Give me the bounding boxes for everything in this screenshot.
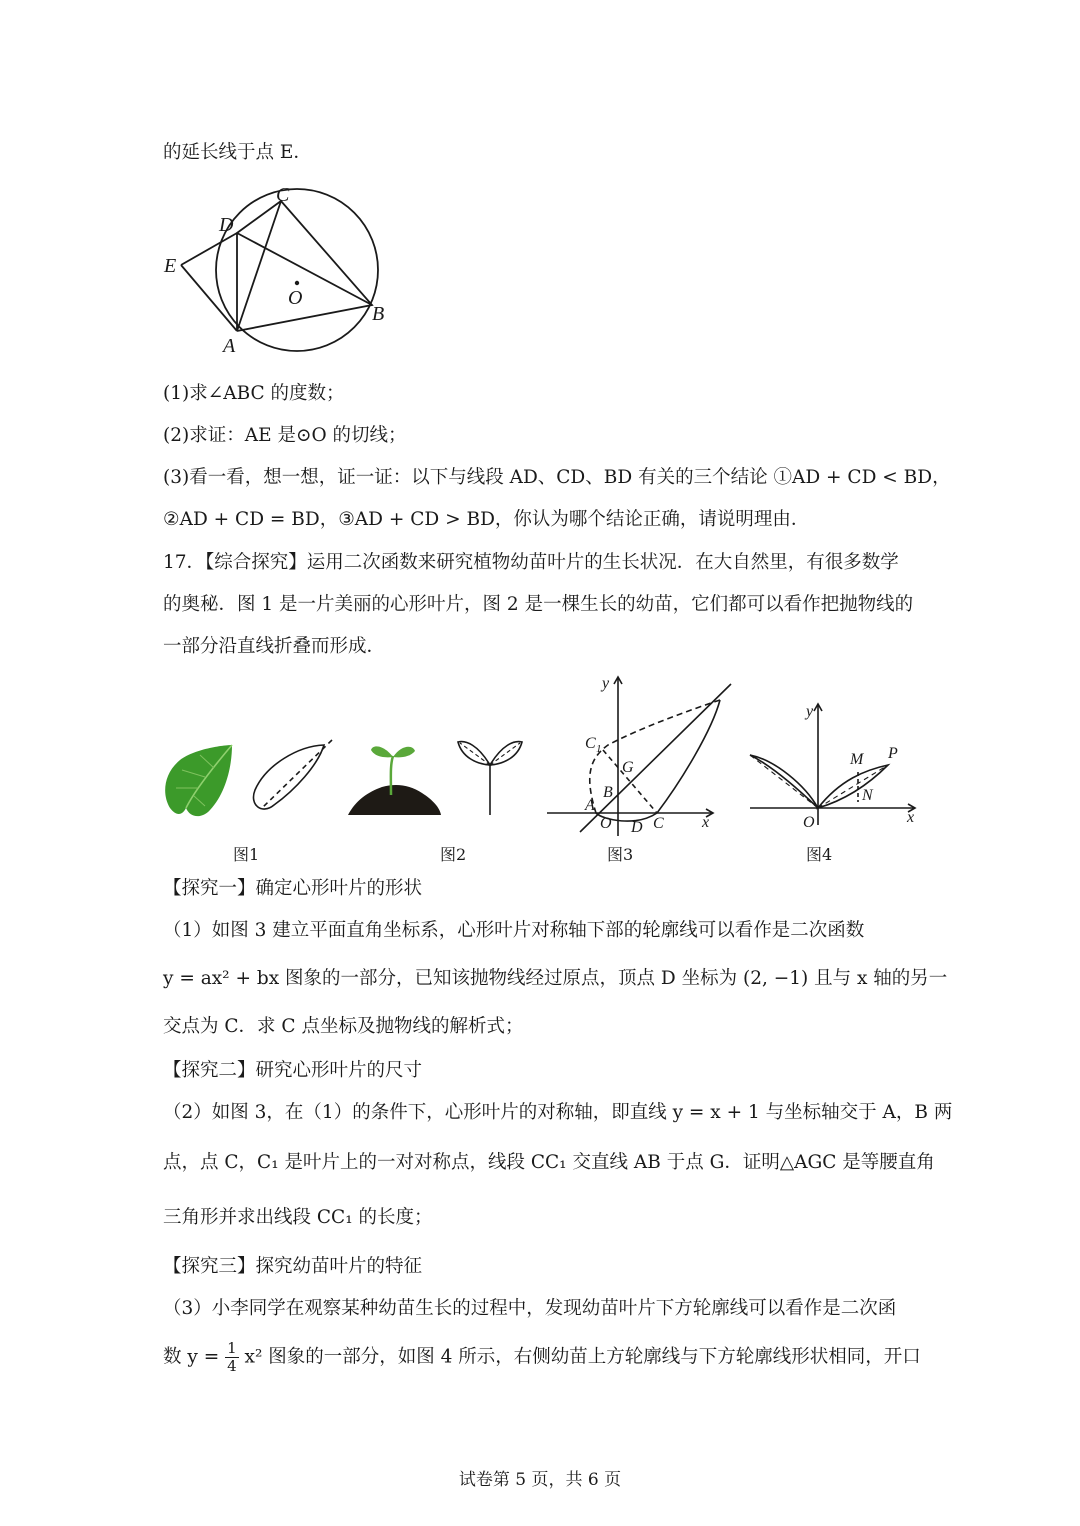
problem-17-line-1: 17．【综合探究】运用二次函数来研究植物幼苗叶片的生长状况．在大自然里，有很多数学 <box>163 552 899 573</box>
label-o: O <box>288 287 303 309</box>
svg-text:B: B <box>603 784 613 801</box>
label-c: C <box>276 184 290 206</box>
fig3-labels <box>584 675 709 836</box>
svg-text:O: O <box>600 815 612 832</box>
svg-text:y: y <box>806 703 814 720</box>
fig3-coordinate-diagram <box>547 677 731 836</box>
segment-ca <box>237 201 281 331</box>
question-2: (2)求证：AE 是⊙O 的切线； <box>163 425 407 446</box>
fig1-leaf-photo <box>165 745 232 816</box>
label-b: B <box>372 303 385 325</box>
svg-text:P: P <box>888 745 898 762</box>
sub-1-line-3: 交点为 C．求 C 点坐标及抛物线的解析式； <box>163 1016 524 1037</box>
sub-2-line-3: 三角形并求出线段 CC₁ 的长度； <box>163 1207 433 1228</box>
svg-text:M: M <box>850 751 864 768</box>
circle-figure <box>150 178 400 363</box>
question-3-line-2: ②AD + CD = BD，③AD + CD > BD，你认为哪个结论正确，请说明理由． <box>163 509 810 530</box>
label-e: E <box>164 255 177 277</box>
svg-text:C: C <box>653 815 664 832</box>
svg-text:1: 1 <box>596 743 602 755</box>
section-heading-1: 【探究一】确定心形叶片的形状 <box>163 878 423 899</box>
fraction-one-quarter: $\frac{1}{4}$ <box>227 1339 237 1375</box>
caption-fig1: 图1 <box>233 845 260 864</box>
sub-3-line-2 <box>163 1340 921 1375</box>
svg-text:N: N <box>862 787 873 804</box>
circle-o <box>216 189 378 351</box>
fig4-coordinate-diagram <box>750 704 915 825</box>
problem-17-line-3: 一部分沿直线折叠而形成． <box>163 636 386 657</box>
caption-fig3: 图3 <box>607 845 634 864</box>
svg-text:G: G <box>622 759 634 776</box>
caption-fig2: 图2 <box>440 845 467 864</box>
page-footer: 试卷第 5 页，共 6 页 <box>458 1470 622 1490</box>
fig2-sprout-outline <box>458 742 522 815</box>
sub-2-line-2: 点，点 C，C₁ 是叶片上的一对对称点，线段 CC₁ 交直线 AB 于点 G．证明△AGC 是等腰直角 <box>163 1152 935 1173</box>
problem-17-line-2: 的奥秘．图 1 是一片美丽的心形叶片，图 2 是一棵生长的幼苗，它们都可以看作把抛物线的 <box>163 594 914 615</box>
svg-text:y: y <box>602 675 610 692</box>
sub-1-line-1: （1）如图 3 建立平面直角坐标系，心形叶片对称轴下部的轮廓线可以看作是二次函数 <box>163 920 865 941</box>
quad-adcb <box>237 201 372 331</box>
fig4-labels <box>803 703 914 831</box>
text-line-1: 的延长线于点 E． <box>163 142 312 163</box>
question-1: (1)求∠ABC 的度数； <box>163 383 345 404</box>
sub-1-line-2: y = ax² + bx 图象的一部分，已知该抛物线经过原点，顶点 D 坐标为 (2, −1) 且与 x 轴的另一 <box>163 968 948 989</box>
caption-fig4: 图4 <box>806 845 833 864</box>
svg-text:x: x <box>907 809 915 826</box>
svg-text:O: O <box>803 814 815 831</box>
fig2-sprout-photo <box>348 746 441 815</box>
section-heading-2: 【探究二】研究心形叶片的尺寸 <box>163 1060 423 1081</box>
fig1-leaf-outline <box>253 740 332 809</box>
svg-text:A: A <box>585 797 595 814</box>
label-d: D <box>219 214 234 236</box>
segment-ed <box>181 233 237 265</box>
figures-row <box>150 668 940 838</box>
svg-text:C: C <box>585 735 596 752</box>
segment-ea <box>181 265 237 331</box>
sub-3-line-1: （3）小李同学在观察某种幼苗生长的过程中，发现幼苗叶片下方轮廓线可以看作是二次函 <box>163 1298 897 1319</box>
sub-3-line-2-pre: 数 y = <box>163 1346 220 1368</box>
label-a: A <box>223 335 236 357</box>
section-heading-3: 【探究三】探究幼苗叶片的特征 <box>163 1256 423 1277</box>
sub-2-line-1: （2）如图 3，在（1）的条件下，心形叶片的对称轴，即直线 y = x + 1 与坐标轴交于 A，B 两 <box>163 1102 953 1123</box>
svg-text:x: x <box>702 814 710 831</box>
svg-text:D: D <box>631 819 643 836</box>
sub-3-line-2-post: x² 图象的一部分，如图 4 所示，右侧幼苗上方轮廓线与下方轮廓线形状相同，开口 <box>244 1346 921 1368</box>
center-dot <box>295 281 299 285</box>
question-3-line-1: (3)看一看，想一想，证一证：以下与线段 AD、CD、BD 有关的三个结论 ①AD + CD < BD， <box>163 467 951 488</box>
